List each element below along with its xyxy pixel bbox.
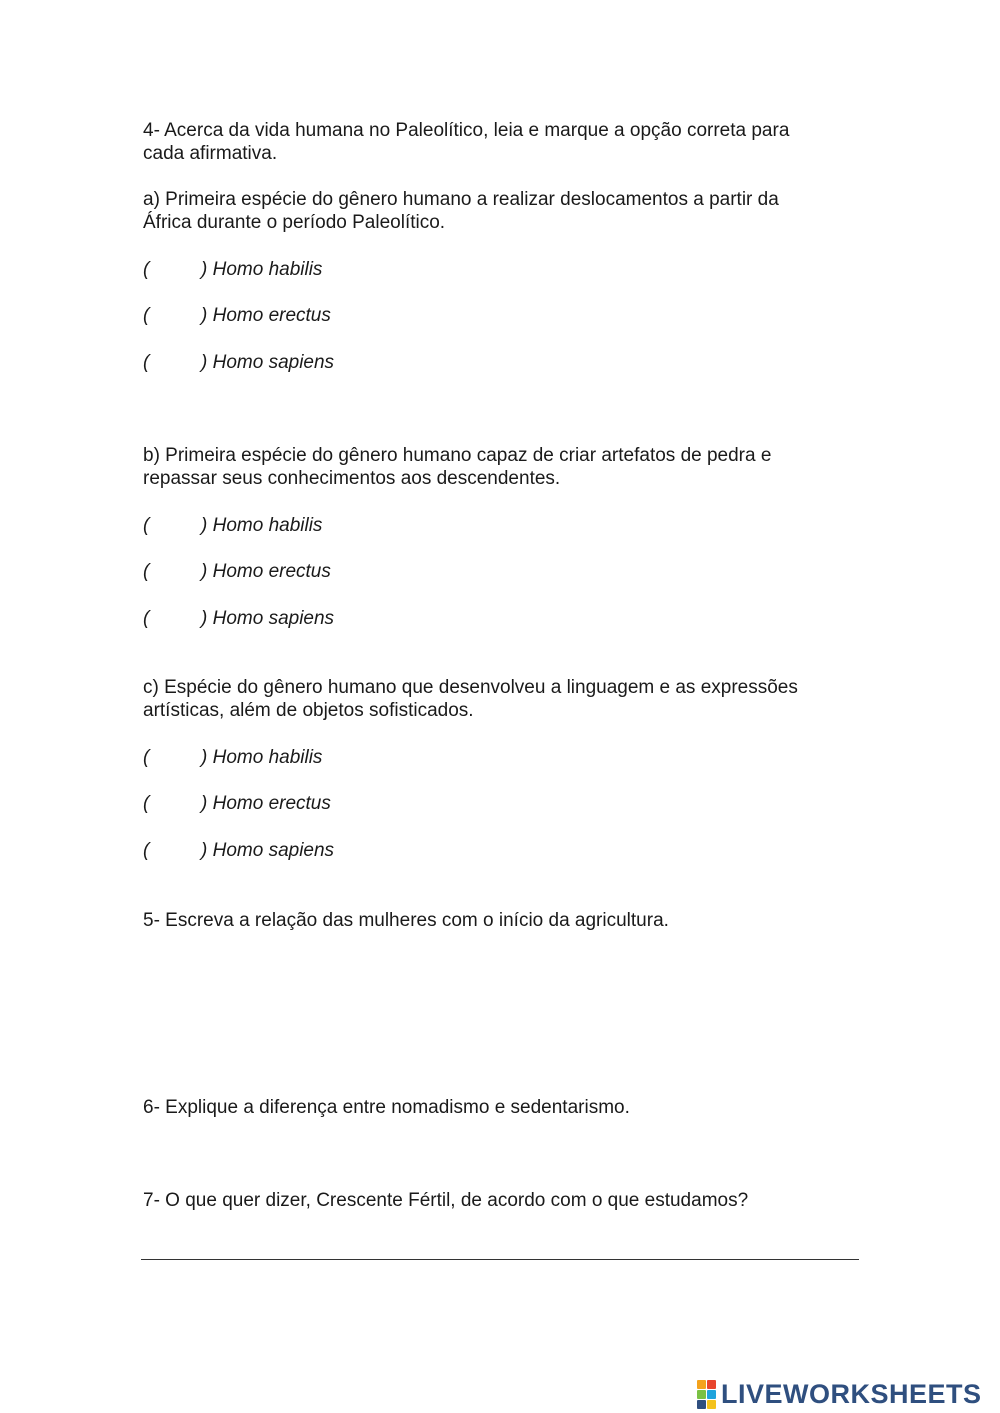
option-label: ) Homo erectus [201, 305, 331, 326]
checkbox-open-paren: ( [143, 515, 150, 536]
q4c-text-line1: c) Espécie do gênero humano que desenvolveu a linguagem e as expressões [143, 677, 798, 698]
q4a-text-line1: a) Primeira espécie do gênero humano a realizar deslocamentos a partir da [143, 189, 779, 210]
q4a-text-line2: África durante o período Paleolítico. [143, 212, 446, 233]
logo-square [707, 1380, 716, 1389]
q6-text: 6- Explique a diferença entre nomadismo e sedentarismo. [143, 1097, 630, 1118]
checkbox-open-paren: ( [143, 793, 150, 814]
q7-text: 7- O que quer dizer, Crescente Fértil, de acordo com o que estudamos? [143, 1190, 749, 1211]
logo-square [707, 1390, 716, 1399]
checkbox-open-paren: ( [143, 840, 150, 861]
q4c-text-line2: artísticas, além de objetos sofisticados. [143, 700, 474, 721]
checkbox-open-paren: ( [143, 259, 150, 280]
logo-square [697, 1400, 706, 1409]
q4-intro-line1: 4- Acerca da vida humana no Paleolítico, leia e marque a opção correta para [143, 120, 790, 141]
option-label: ) Homo habilis [201, 259, 323, 280]
option-label: ) Homo erectus [201, 561, 331, 582]
checkbox-open-paren: ( [143, 352, 150, 373]
logo-text: LIVEWORKSHEETS [721, 1378, 982, 1409]
q4b-text-line1: b) Primeira espécie do gênero humano capaz de criar artefatos de pedra e [143, 445, 772, 466]
logo-square [707, 1400, 716, 1409]
option-label: ) Homo habilis [201, 747, 323, 768]
liveworksheets-logo [697, 1379, 982, 1409]
logo-mark-icon [697, 1380, 716, 1409]
option-label: ) Homo sapiens [201, 352, 335, 373]
option-label: ) Homo sapiens [201, 608, 335, 629]
checkbox-open-paren: ( [143, 561, 150, 582]
option-label: ) Homo sapiens [201, 840, 335, 861]
checkbox-open-paren: ( [143, 608, 150, 629]
answer-line [141, 1259, 859, 1260]
q5-text: 5- Escreva a relação das mulheres com o início da agricultura. [143, 910, 669, 931]
logo-square [697, 1380, 706, 1389]
option-label: ) Homo erectus [201, 793, 331, 814]
q4b-text-line2: repassar seus conhecimentos aos descendentes. [143, 468, 561, 489]
logo-square [697, 1390, 706, 1399]
option-label: ) Homo habilis [201, 515, 323, 536]
q4-intro-line2: cada afirmativa. [143, 143, 278, 164]
checkbox-open-paren: ( [143, 305, 150, 326]
checkbox-open-paren: ( [143, 747, 150, 768]
